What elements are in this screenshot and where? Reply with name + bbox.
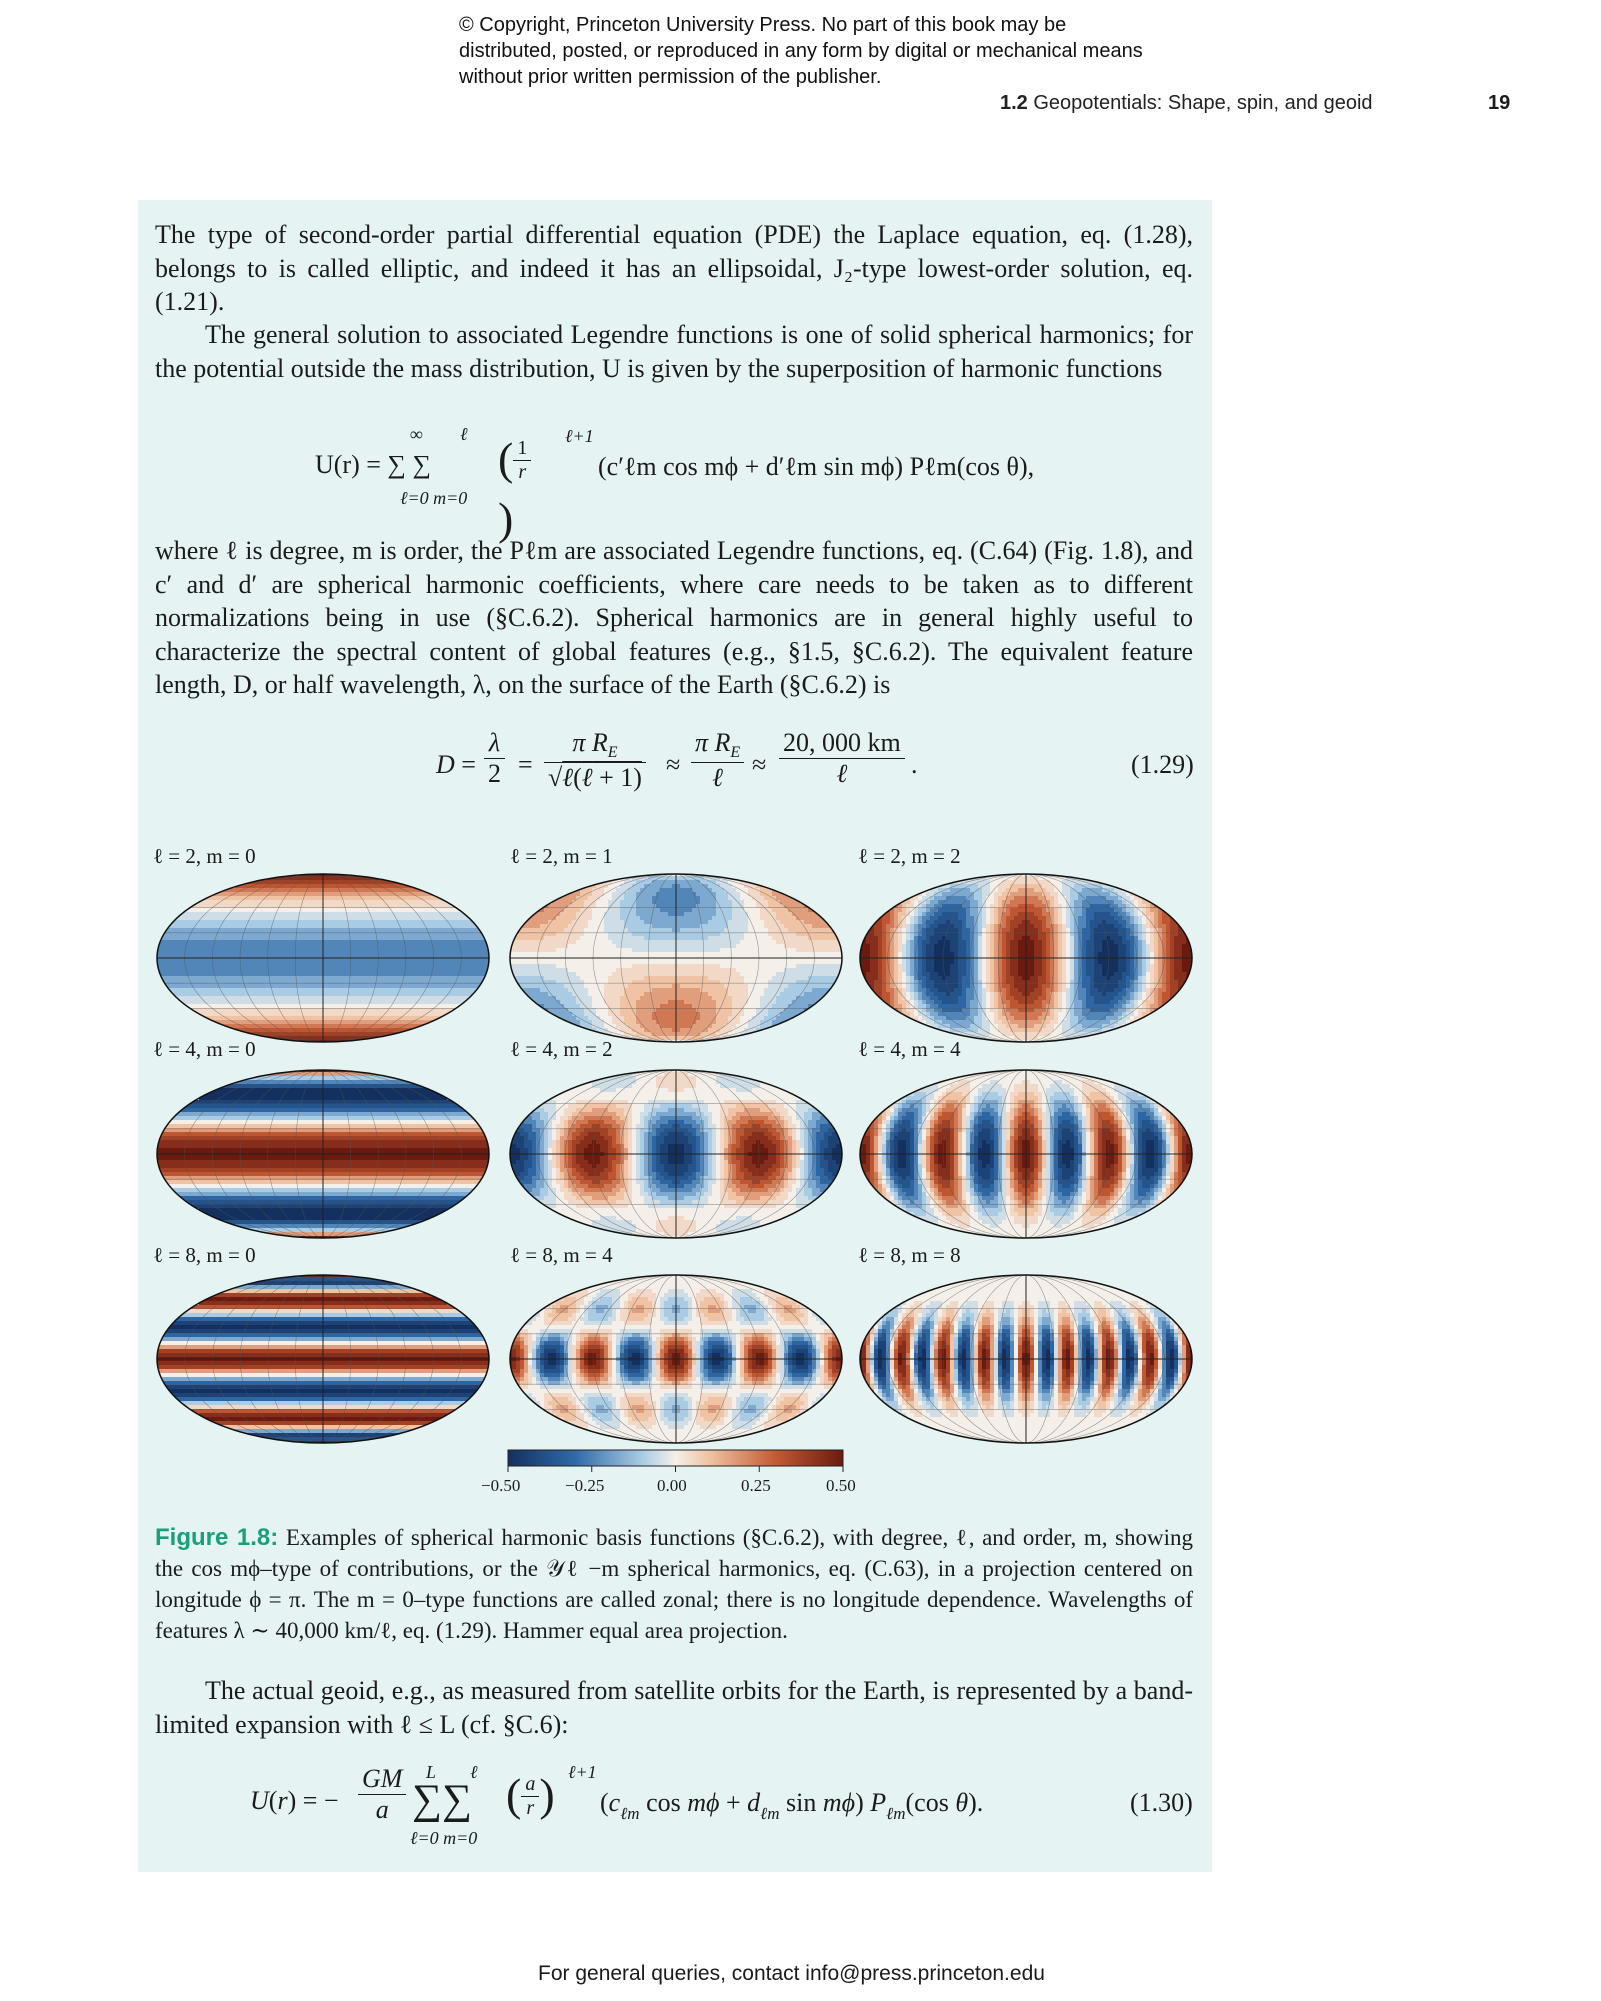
section-number: 1.2 — [1000, 92, 1028, 114]
running-head — [1000, 92, 1422, 115]
paragraph-2: The general solution to associated Legendre functions is one of solid spherical harmonics; for the potential outside the mass distribution, U is given by the superposition of harmonic functions — [155, 318, 1193, 385]
colorbar-tick: 0.00 — [657, 1476, 687, 1496]
sum-limit-upper-ell: ℓ — [460, 424, 468, 445]
panel-label: ℓ = 8, m = 4 — [510, 1243, 613, 1268]
harmonic-map-l4-m4 — [858, 1068, 1194, 1240]
figure-caption — [155, 1522, 1193, 1646]
harmonic-map-l4-m2 — [508, 1068, 844, 1240]
harmonic-map-l8-m4 — [508, 1273, 844, 1445]
harmonic-map-l8-m0 — [155, 1273, 491, 1445]
copyright-notice: © Copyright, Princeton University Press. No part of this book may be distributed, posted, or reproduced in any form by digital or mechanical means without prior written permission of the publisher. — [459, 12, 1159, 90]
colorbar-tick: 0.25 — [741, 1476, 771, 1496]
caption-text: Examples of spherical harmonic basis functions (§C.6.2), with degree, ℓ, and order, m, showing the cos mϕ–type of contributions, or the 𝒴ℓ −m spherical harmonics, eq. (C.63), in a projection centered on longitude ϕ = π. The m = 0–type functions are called zonal; there is no longitude dependence. Wavelengths of features λ ∼ 40,000 km/ℓ, eq. (1.29). Hammer equal area projection. — [155, 1525, 1193, 1643]
paragraph-1: The type of second-order partial differential equation (PDE) the Laplace equation, eq. (1.28), belongs to is called elliptic, and indeed it has an ellipsoidal, J₂-type lowest-order solution, eq. (1.21). — [155, 218, 1193, 319]
panel-label: ℓ = 8, m = 0 — [153, 1243, 256, 1268]
sum-limit-upper: ∞ — [410, 424, 423, 445]
colorbar-tick: −0.50 — [481, 1476, 520, 1496]
panel-label: ℓ = 2, m = 1 — [510, 844, 613, 869]
panel-label: ℓ = 8, m = 8 — [858, 1243, 961, 1268]
harmonic-map-l8-m8 — [858, 1273, 1194, 1445]
equation-number-1-29: (1.29) — [1131, 750, 1194, 780]
equation-feature-length: D = $\frac{\lambda}{2}$ = π $R_E$ √ℓ(ℓ + 1) ≈ π $R_E$ ℓ ≈ 20, 000 km ℓ . (1.29) — [436, 728, 1216, 808]
figure-label: Figure 1.8: — [155, 1524, 278, 1551]
section-title: Geopotentials: Shape, spin, and geoid — [1033, 92, 1372, 114]
equation-geoid: U(r) = − $\frac{GM}{a}$ L ℓ ∑∑ ℓ=0 m=0 ( $\frac{a}{r}$ ) ℓ+1 ($c_{\ell m}$ $\cos m\phi + d_{\ell m}$ sin mϕ) $P_{\ell m}(\cos$ θ). (1.30) — [250, 1762, 1200, 1852]
panel-label: ℓ = 2, m = 0 — [153, 844, 256, 869]
harmonic-map-l2-m0 — [155, 872, 491, 1044]
sum-limit-lower: ℓ=0 m=0 — [400, 488, 467, 509]
equation-exponent: ℓ+1 — [565, 426, 594, 447]
equation-lhs: U(r) = ∑ ∑ — [315, 450, 431, 480]
panel-label: ℓ = 4, m = 0 — [153, 1037, 256, 1062]
paragraph-4: The actual geoid, e.g., as measured from satellite orbits for the Earth, is represented by a band-limited expansion with ℓ ≤ L (cf. §C.6): — [155, 1674, 1193, 1741]
equation-number-1-30: (1.30) — [1130, 1788, 1193, 1818]
panel-label: ℓ = 4, m = 4 — [858, 1037, 961, 1062]
page-number: 19 — [1488, 92, 1510, 115]
colorbar-tick: 0.50 — [826, 1476, 856, 1496]
equation-fraction: ( $\frac{1}{r}$ ) — [498, 432, 531, 545]
panel-label: ℓ = 2, m = 2 — [858, 844, 961, 869]
harmonic-map-l2-m1 — [508, 872, 844, 1044]
harmonic-map-l2-m2 — [858, 872, 1194, 1044]
harmonic-map-l4-m0 — [155, 1068, 491, 1240]
panel-label: ℓ = 4, m = 2 — [510, 1037, 613, 1062]
paragraph-3: where ℓ is degree, m is order, the Pℓm are associated Legendre functions, eq. (C.64) (Fig. 1.8), and c′ and d′ are spherical harmonic coefficients, where care needs to be taken as to different normalizations being in use (§C.6.2). Spherical harmonics are in general highly useful to characterize the spectral content of global features (e.g., §1.5, §C.6.2). The equivalent feature length, D, or half wavelength, λ, on the surface of the Earth (§C.6.2) is — [155, 534, 1193, 702]
colorbar-tick: −0.25 — [565, 1476, 604, 1496]
equation-rhs: (c′ℓm cos mϕ + d′ℓm sin mϕ) Pℓm(cos θ), — [598, 452, 1034, 482]
footer-contact: For general queries, contact info@press.princeton.edu — [538, 1962, 1045, 1986]
